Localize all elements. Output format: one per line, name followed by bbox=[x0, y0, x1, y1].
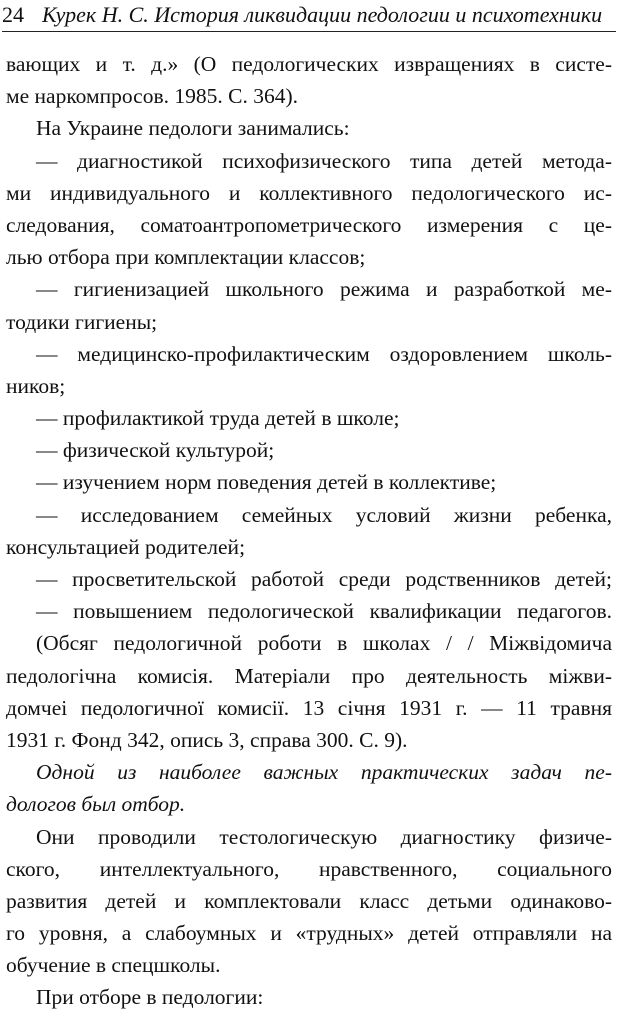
body-text bbox=[6, 48, 612, 1014]
text-line: лью отбора при комплектации классов; bbox=[6, 245, 366, 270]
text-line: — повышением педологической квалификации педагогов. bbox=[36, 599, 612, 624]
text-line: 1931 г. Фонд 342, опись 3, справа 300. С. 9). bbox=[6, 727, 408, 752]
text-line: ников; bbox=[6, 373, 66, 398]
text-line: дологов был отбор. bbox=[6, 792, 186, 817]
text-line: развития детей и комплектовали класс детьми одинаково- bbox=[6, 888, 612, 913]
text-line: — гигиенизацией школьного режима и разработкой ме- bbox=[36, 277, 612, 302]
page-number: 24 bbox=[2, 2, 24, 27]
text-line: консультацией родителей; bbox=[6, 534, 246, 559]
text-line: ме наркомпросов. 1985. С. 364). bbox=[6, 84, 298, 109]
text-line: Одной из наиболее важных практических задач пе- bbox=[36, 760, 612, 785]
text-line: тодики гигиены; bbox=[6, 309, 158, 334]
text-line: го уровня, а слабоумных и «трудных» детей отправляли на bbox=[6, 921, 612, 946]
text-line: — диагностикой психофизического типа детей метода- bbox=[36, 148, 612, 173]
text-line: вающих и т. д.» (О педологических извращениях в систе- bbox=[6, 52, 612, 76]
text-line: — профилактикой труда детей в школе; bbox=[36, 406, 400, 431]
text-line: — просветительской работой среди родственников детей; bbox=[36, 567, 612, 591]
running-head-title: Курек Н. С. История ликвидации педологии и психотехники bbox=[42, 2, 603, 27]
text-line: На Украине педологи занимались: bbox=[36, 116, 350, 141]
text-line: — изучением норм поведения детей в коллективе; bbox=[36, 470, 497, 495]
running-header bbox=[2, 2, 616, 32]
text-line: — исследованием семейных условий жизни ребенка, bbox=[36, 502, 612, 527]
text-line: — медицинско-профилактическим оздоровлением школь- bbox=[36, 341, 612, 366]
text-line: домчеі педологичної комисії. 13 січня 1931 г. — 11 травня bbox=[6, 695, 612, 720]
text-line: обучение в спецшколы. bbox=[6, 953, 221, 978]
text-line: Они проводили тестологическую диагностику физиче- bbox=[36, 824, 612, 849]
text-line: — физической культурой; bbox=[36, 438, 275, 463]
text-line: ского, интеллектуального, нравственного, социального bbox=[6, 856, 612, 881]
text-line: При отборе в педологии: bbox=[36, 985, 264, 1010]
text-line: педологічна комисія. Матеріали про деятельность міжви- bbox=[6, 663, 612, 688]
text-line: ми индивидуального и коллективного педологического ис- bbox=[6, 180, 612, 205]
text-line: следования, соматоантропометрического измерения с це- bbox=[6, 212, 612, 237]
text-line: (Обсяг педологичной роботи в школах / / Міжвідомича bbox=[36, 631, 612, 656]
